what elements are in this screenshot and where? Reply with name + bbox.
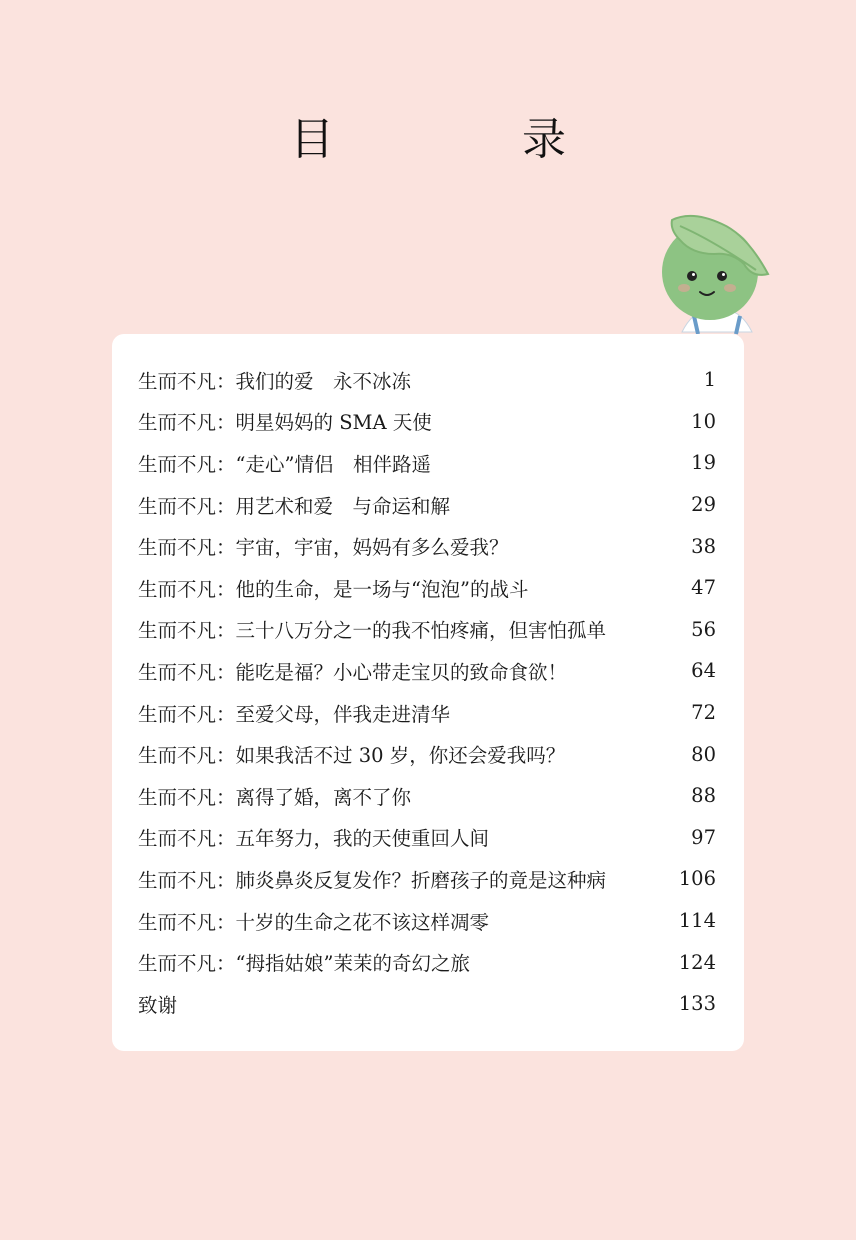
toc-entry[interactable]: [138, 941, 716, 983]
green-bean-mascot-icon: [652, 200, 782, 340]
toc-entry[interactable]: [138, 359, 716, 401]
toc-entry-page-number: 114: [678, 909, 716, 933]
toc-entry[interactable]: [138, 900, 716, 942]
toc-entry-page-number: 97: [691, 825, 716, 849]
toc-entry-title: 生而不凡：我们的爱 永不冰冻: [138, 369, 412, 393]
toc-entry-page-number: 10: [691, 409, 716, 433]
toc-entry-page-number: 19: [691, 451, 716, 475]
toc-entry-page-number: 29: [691, 493, 716, 517]
toc-entry-page-number: 106: [678, 867, 716, 891]
toc-entry-title: 生而不凡：用艺术和爱 与命运和解: [138, 494, 451, 518]
toc-entry-page-number: 124: [678, 950, 716, 974]
toc-entry[interactable]: [138, 442, 716, 484]
toc-entry-title: 生而不凡：宇宙，宇宙，妈妈有多么爱我？: [138, 536, 509, 560]
toc-entry[interactable]: [138, 692, 716, 734]
toc-entry-page-number: 133: [678, 992, 716, 1016]
toc-entry[interactable]: [138, 567, 716, 609]
toc-entry-title: 生而不凡：五年努力，我的天使重回人间: [138, 827, 490, 851]
toc-entry[interactable]: [138, 983, 716, 1025]
toc-entry-page-number: 80: [691, 742, 716, 766]
toc-entry-title: 生而不凡：他的生命，是一场与“泡泡”的战斗: [138, 577, 529, 601]
toc-entry[interactable]: [138, 609, 716, 651]
toc-entry[interactable]: [138, 775, 716, 817]
toc-entry[interactable]: [138, 733, 716, 775]
toc-entry[interactable]: [138, 401, 716, 443]
toc-entry-title: 生而不凡：能吃是福？小心带走宝贝的致命食欲！: [138, 660, 568, 684]
toc-entry-page-number: 88: [691, 784, 716, 808]
toc-entry-page-number: 38: [691, 534, 716, 558]
toc-entry-title: 生而不凡：三十八万分之一的我不怕疼痛，但害怕孤单: [138, 619, 607, 643]
toc-entry-title: 生而不凡：如果我活不过 30 岁，你还会爱我吗？: [138, 744, 566, 768]
toc-entry-title: 生而不凡：十岁的生命之花不该这样凋零: [138, 910, 490, 934]
toc-entry[interactable]: [138, 858, 716, 900]
toc-entry-page-number: 72: [691, 701, 716, 725]
toc-list: [138, 359, 716, 1025]
toc-entry-title: 生而不凡：肺炎鼻炎反复发作？折磨孩子的竟是这种病: [138, 868, 607, 892]
toc-entry-title: 生而不凡：至爱父母，伴我走进清华: [138, 702, 451, 726]
toc-card: [112, 334, 744, 1051]
toc-entry-title: 生而不凡：“拇指姑娘”茉茉的奇幻之旅: [138, 952, 470, 976]
toc-entry-title: 致谢: [138, 993, 178, 1017]
toc-entry[interactable]: [138, 817, 716, 859]
toc-entry-page-number: 1: [703, 368, 716, 392]
toc-entry[interactable]: [138, 650, 716, 692]
page-title: 目 录: [290, 114, 638, 165]
toc-entry-title: 生而不凡：“走心”情侣 相伴路遥: [138, 452, 431, 476]
toc-entry[interactable]: [138, 484, 716, 526]
toc-entry-title: 生而不凡：明星妈妈的 SMA 天使: [138, 411, 432, 435]
toc-entry-page-number: 47: [691, 576, 716, 600]
toc-entry-page-number: 56: [691, 617, 716, 641]
toc-entry-page-number: 64: [691, 659, 716, 683]
toc-entry-title: 生而不凡：离得了婚，离不了你: [138, 785, 412, 809]
toc-entry[interactable]: [138, 525, 716, 567]
